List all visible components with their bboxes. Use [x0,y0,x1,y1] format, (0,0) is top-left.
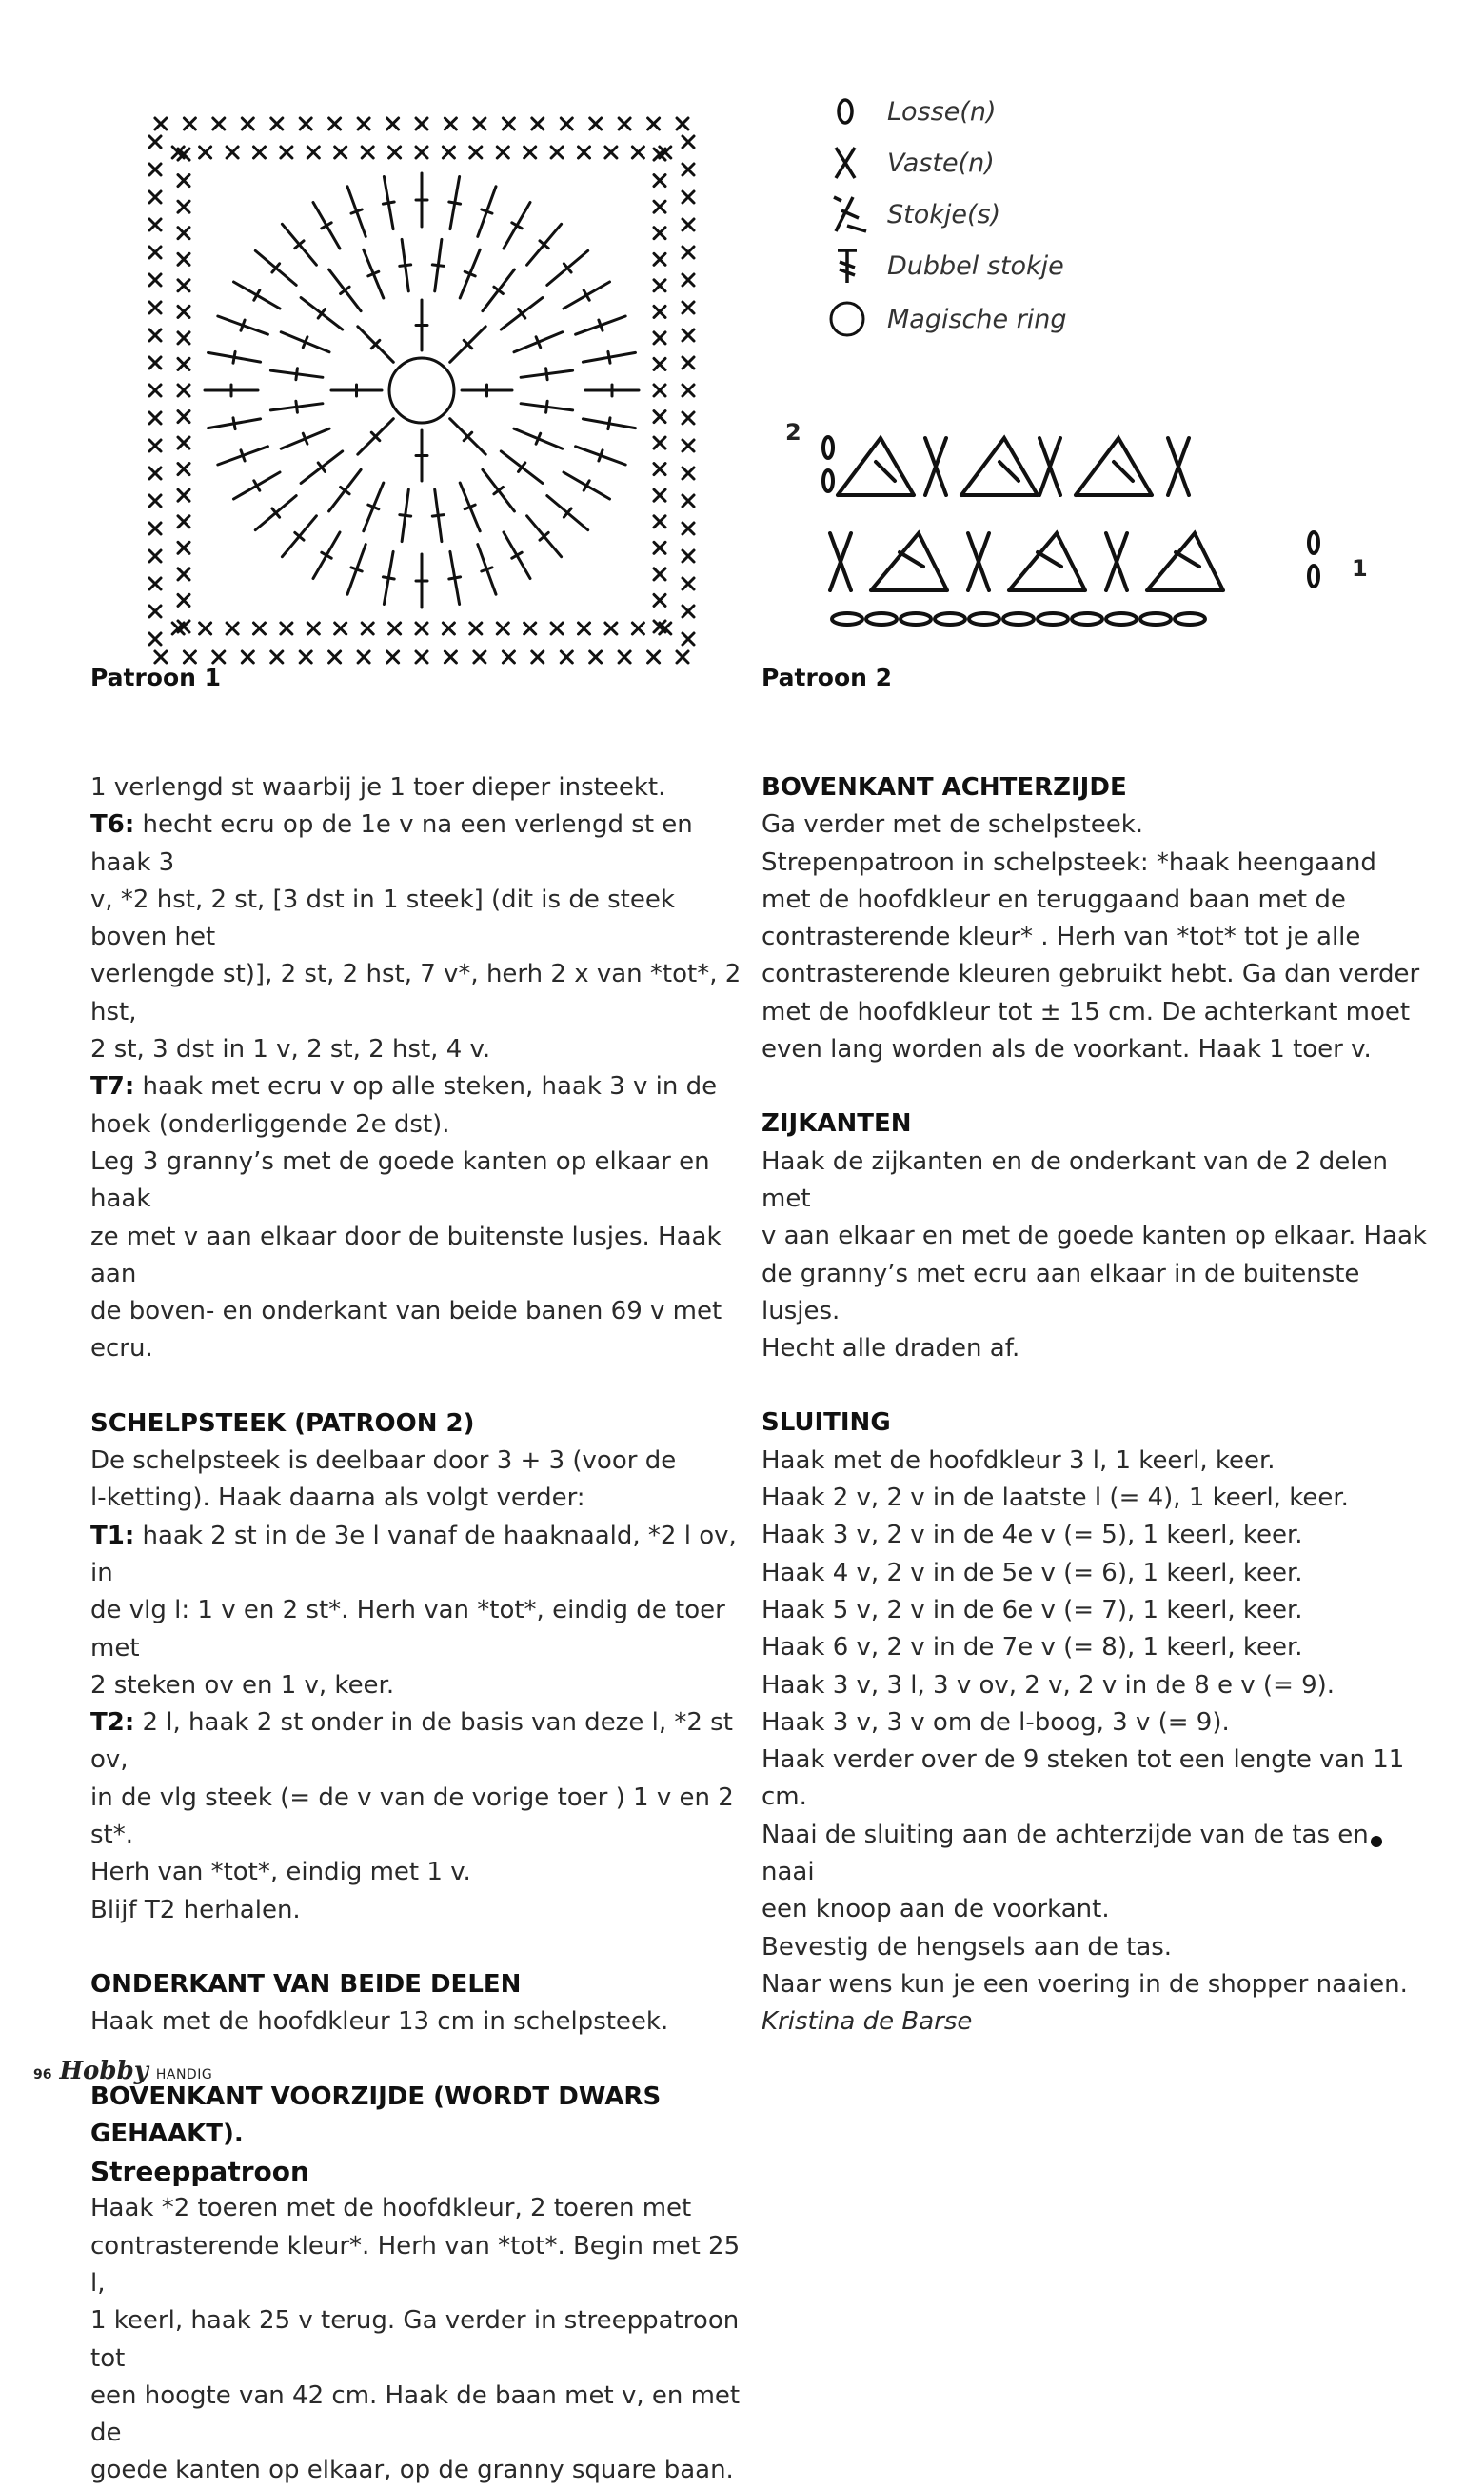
stitch-mark [241,320,245,330]
row-t1 [90,1518,747,1593]
shell-mark [838,438,914,495]
stitch-mark [296,401,298,412]
section-heading: BOVENKANT ACHTERZIJDE [762,773,1127,802]
stitch-mark [599,450,603,461]
stitch-mark [546,401,548,412]
row-t6 [90,807,747,882]
stitch-mark [296,369,298,380]
row-t2 [90,1704,747,1780]
caption-pattern-2: Patroon 2 [762,664,893,691]
text-line: de boven- en onderkant van beide banen 69 v met [90,1297,722,1326]
stitch-mark [400,515,411,517]
end-mark-icon [1371,1836,1382,1847]
shell-mark [1076,438,1152,495]
text-line: een hoogte van 42 cm. Haak de baan met v, en met de [90,2380,741,2448]
stitch-mark [482,209,492,213]
stitch-mark [449,577,461,579]
text-line: Haak 4 v, 2 v in de 5e v (= 6), 1 keerl, keer. [762,1558,1303,1587]
legend-magic-ring [828,300,1067,338]
treble-crochet-icon [828,247,876,285]
text-line: Haak *2 toeren met de hoofdkleur, 2 toeren met [90,2194,692,2223]
stitch-mark [449,202,461,204]
text-line: Haak 5 v, 2 v in de 6e v (= 7), 1 keerl, keer. [762,1595,1303,1624]
text-line: contrasterende kleur* . Herh van *tot* tot je alle [762,923,1361,952]
text-line: ecru. [90,1334,153,1364]
stitch-mark [383,202,394,204]
text-line: goede kanten op elkaar, op de granny square baan. [90,2456,734,2485]
stitch-mark [608,418,610,429]
legend-single-crochet [828,144,995,182]
stitch-mark [536,433,541,444]
chain-mark [1175,613,1205,625]
stitch-mark [351,209,362,213]
chain-mark [1038,613,1068,625]
text-line: in de vlg steek (= de v van de vorige toer ) 1 v en 2 st*. [90,1783,734,1850]
text-line: met de hoofdkleur en teruggaand baan met de [762,885,1346,914]
chain-icon [828,92,876,130]
row-label: T1: [90,1521,135,1550]
stitch-mark [303,433,307,444]
legend-label: Stokje(s) [887,199,1001,229]
stitch-mark [546,369,548,380]
stitch-mark [368,505,379,509]
text-line: verlengde st)], 2 st, 2 hst, 7 v*, herh 2 x van *tot*, 2 hst, [90,960,742,1026]
section-heading: ZIJKANTEN [762,1109,912,1139]
brand-logo: Hobby [59,2057,148,2085]
text-line: De schelpsteek is deelbaar door 3 + 3 (voor de [90,1446,677,1476]
text-line: 2 st, 3 dst in 1 v, 2 st, 2 hst, 4 v. [90,1035,491,1065]
shell-stitch-chart [819,409,1352,638]
text-line: Strepenpatroon in schelpsteek: *haak heengaand [762,847,1376,877]
chain-mark [900,613,931,625]
double-crochet-icon [828,195,876,233]
text-line: Haak met de hoofdkleur 13 cm in schelpsteek. [90,2007,669,2037]
page-number: 96 [33,2067,52,2082]
single-crochet-mark [1039,438,1060,495]
section-heading: SLUITING [762,1408,891,1438]
text-line: Herh van *tot*, eindig met 1 v. [90,1858,471,1887]
stitch-mark [241,450,245,461]
text-line: v, *2 hst, 2 st, [3 dst in 1 steek] (dit is de steek boven het [90,885,675,952]
chain-mark [935,613,965,625]
stitch-mark [303,337,307,348]
text-line: de vlg l: 1 v en 2 st*. Herh van *tot*, eindig de toer met [90,1596,725,1663]
stitch-mark [368,271,379,276]
legend-double-crochet [828,195,1000,233]
chain-mark [1003,613,1034,625]
text: hecht ecru op de 1e v na een verlengd st en haak 3 [90,810,693,877]
chain-mark [866,613,897,625]
single-crochet-mark [925,438,946,495]
text-line: Haak 3 v, 3 l, 3 v ov, 2 v, 2 v in de 8 e v (= 9). [762,1670,1336,1700]
stitch-mark [233,418,235,429]
text: haak met ecru v op alle steken, haak 3 v in de [134,1072,718,1102]
single-crochet-mark [1106,533,1127,590]
legend-label: Magische ring [887,304,1067,334]
stitch-mark [536,337,541,348]
chain-mark [1140,613,1171,625]
chain-mark [1106,613,1137,625]
left-column [90,769,747,2490]
stitch-mark [432,265,444,267]
text-line: v aan elkaar en met de goede kanten op elkaar. Haak [762,1222,1427,1251]
legend-treble-crochet [828,247,1064,285]
author: Kristina de Barse [762,2007,973,2037]
text-line: Haak 6 v, 2 v in de 7e v (= 8), 1 keerl, keer. [762,1633,1303,1663]
text-line: met de hoofdkleur tot ± 15 cm. De achterkant moet [762,997,1411,1026]
row-label: T7: [90,1072,135,1102]
stitch-mark [432,515,444,517]
section-heading: SCHELPSTEEK (PATROON 2) [90,1408,475,1438]
chain-mark [823,470,833,491]
text-line: 1 keerl, haak 25 v terug. Ga verder in streeppatroon tot [90,2306,740,2373]
text-line: Haak de zijkanten en de onderkant van de 2 delen met [762,1146,1388,1213]
shell-mark [961,438,1038,495]
chain-mark [1309,532,1318,553]
stitch-mark [400,265,411,267]
page-footer [33,2057,212,2085]
stitch-mark [351,568,362,571]
text-line: Haak 3 v, 3 v om de l-boog, 3 v (= 9). [762,1707,1230,1737]
chain-mark [1309,566,1318,587]
text-line: Blijf T2 herhalen. [90,1895,301,1924]
chain-mark [969,613,999,625]
text-line: Haak 2 v, 2 v in de laatste l (= 4), 1 keerl, keer. [762,1484,1349,1513]
text-line: l-ketting). Haak daarna als volgt verder: [90,1484,585,1513]
stitch-mark [233,351,235,363]
text-line: Ga verder met de schelpsteek. [762,810,1144,840]
text: haak 2 st in de 3e l vanaf de haaknaald, *2 l ov, in [90,1521,737,1587]
text: 2 l, haak 2 st onder in de basis van deze l, *2 st ov, [90,1708,733,1775]
chain-mark [832,613,862,625]
text-line: hoek (onderliggende 2e dst). [90,1109,450,1139]
section-subheading: Streeppatroon [90,2156,309,2188]
chain-mark [823,437,833,458]
single-crochet-mark [1168,438,1189,495]
section-heading: BOVENKANT VOORZIJDE (WORDT DWARS GEHAAKT). [90,2082,662,2148]
single-crochet-mark [830,533,851,590]
text-line: Naar wens kun je een voering in de shopper naaien. [762,1969,1408,1999]
text-line: Bevestig de hengsels aan de tas. [762,1932,1173,1962]
stitch-mark [608,351,610,363]
single-crochet-icon [828,144,876,182]
chain-mark [1072,613,1102,625]
caption-pattern-1: Patroon 1 [90,664,222,691]
paragraph: 1 verlengd st waarbij je 1 toer dieper insteekt. [90,773,666,802]
text-line: Hecht alle draden af. [762,1334,1020,1364]
row-t7 [90,1068,747,1106]
magic-ring-icon [389,358,454,423]
text-line: Leg 3 granny’s met de goede kanten op elkaar en haak [90,1146,710,1214]
row-label: T6: [90,810,135,840]
legend-label: Dubbel stokje [887,250,1064,281]
right-column [762,769,1428,2042]
legend-label: Vaste(n) [887,148,995,178]
row-label-2: 2 [785,419,801,446]
row-label: T2: [90,1708,135,1738]
text-line: Haak verder over de 9 steken tot een lengte van 11 cm. [762,1745,1405,1812]
legend-chain [828,92,997,130]
text-line: Naai de sluiting aan de achterzijde van de tas en naai [762,1820,1369,1887]
stitch-mark [599,320,603,330]
shell-mark [1009,533,1085,590]
legend-label: Losse(n) [887,96,997,127]
text-line: contrasterende kleuren gebruikt hebt. Ga dan verder [762,960,1420,989]
shell-mark [1147,533,1223,590]
stitch-mark [383,577,394,579]
text-line: de granny’s met ecru aan elkaar in de buitenste lusjes. [762,1259,1360,1325]
text-line: ze met v aan elkaar door de buitenste lusjes. Haak aan [90,1222,722,1288]
section-heading: ONDERKANT VAN BEIDE DELEN [90,1969,522,1999]
stitch-mark [465,271,475,276]
granny-square-chart [124,105,733,676]
brand-subtitle: HANDIG [155,2067,213,2082]
single-crochet-mark [968,533,989,590]
text-line: contrasterende kleur*. Herh van *tot*. Begin met 25 l, [90,2231,741,2298]
row-label-1: 1 [1352,555,1368,582]
stitch-mark [482,568,492,571]
magic-ring-icon [828,300,876,338]
text-line: Haak 3 v, 2 v in de 4e v (= 5), 1 keerl, keer. [762,1521,1303,1550]
text-line: 2 steken ov en 1 v, keer. [90,1670,395,1700]
text-line: een knoop aan de voorkant. [762,1895,1110,1924]
text-line: even lang worden als de voorkant. Haak 1 toer v. [762,1035,1372,1065]
stitch-mark [465,505,475,509]
shell-mark [871,533,947,590]
text-line: Haak met de hoofdkleur 3 l, 1 keerl, keer. [762,1445,1276,1475]
